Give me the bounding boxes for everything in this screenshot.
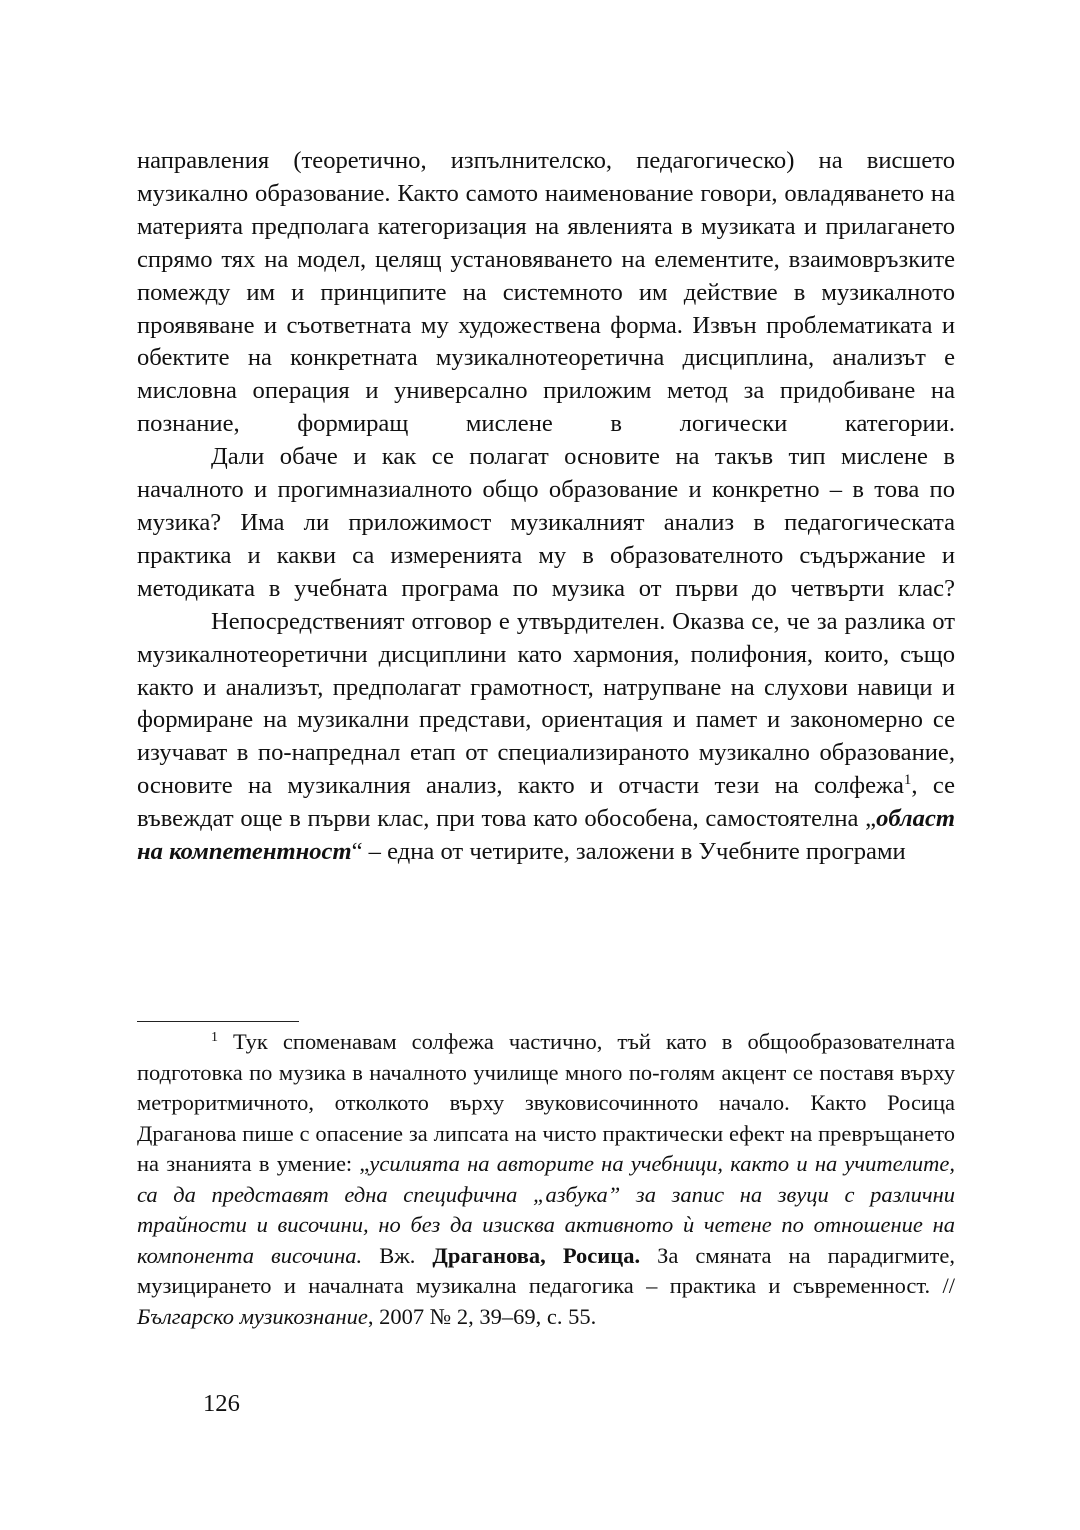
emphasized-term: област на компетентност bbox=[137, 805, 955, 866]
page-number: 126 bbox=[203, 1390, 240, 1417]
paragraph-2: Дали обаче и как се полагат основите на такъв тип мислене в началното и прогимназиалното общо образование и конкретно – в това по музика? Има ли приложимост музикалният анализ в педагогическата практика и какви са измеренията му в образователното съдържание и методиката в учебната програма по музика от първи до четвърти клас? bbox=[137, 443, 955, 602]
footnote-journal: Българско музикознание bbox=[137, 1303, 368, 1329]
footnote bbox=[137, 1027, 955, 1332]
footnote-quote: усилията на авторите на учебници, както и на учителите, са да представят една специфична „азбука” за запис на звуци с различни трайности и височини, но без да изисква активното ѝ четене по отношение на компонента височина. bbox=[137, 1151, 955, 1268]
footnote-text-d: , 2007 № 2, 39–69, с. 55. bbox=[367, 1303, 597, 1329]
footnote-text-c: За смяната на парадигмите, музицирането и началната музикална педагогика – практика и съвременност. // bbox=[137, 1242, 956, 1298]
footnote-text-a: Тук споменавам солфежа частично, тъй като в общообразователната подготовка по музика в началното училище много по-голям акцент се поставя върху метроритмичното, отколкото върху звуковисочинното начало. Както Росица Драганова пише с опасение за липсата на чисто практически ефект на превръщането на знанията в умение: „ bbox=[137, 1029, 955, 1176]
paragraph-3-text-c: “ – една от четирите, заложени в Учебните програми bbox=[351, 838, 906, 866]
footnote-separator bbox=[137, 1021, 299, 1022]
paragraph-3 bbox=[137, 606, 955, 869]
paragraph-1: направления (теоретично, изпълнителско, педагогическо) на висшето музикално образование. Както самото наименование говори, овладяването на материята предполага категоризация на явленията в музиката и прилагането спрямо тях на модел, целящ установяването на елементите, взаимовръзките помежду им и принципите на системното им действие в музикалното проявяване и съответната му художествена форма. Извън проблематиката и обектите на конкретната музикалнотеоретична дисциплина, анализът е мисловна операция и универсално приложим метод за придобиване на познание, формиращ мислене в логически категории. bbox=[137, 147, 955, 438]
footnote-author: Драганова, Росица. bbox=[432, 1242, 641, 1268]
footnote-reference: 1 bbox=[903, 772, 912, 789]
main-text bbox=[137, 145, 955, 869]
footnote-text bbox=[137, 1027, 955, 1332]
footnote-text-b: Вж. bbox=[362, 1242, 433, 1268]
footnote-marker: 1 bbox=[211, 1030, 218, 1045]
paragraph-3-text-a: Непосредственият отговор е утвърдителен. Оказва се, че за разлика от музикалнотеоретични дисциплини като хармония, полифония, които, също както и анализът, предполагат грамотност, натрупване на слухови навици и формиране на музикални представи, ориентация и памет и закономерно се изучават в по-напреднал етап от специализираното музикално образование, основите на музикалния анализ, както и отчасти тези на солфежа bbox=[137, 607, 955, 800]
paragraph-3-text-b: , се въвеждат още в първи клас, при това като обособена, самостоятелна „ bbox=[137, 772, 955, 833]
